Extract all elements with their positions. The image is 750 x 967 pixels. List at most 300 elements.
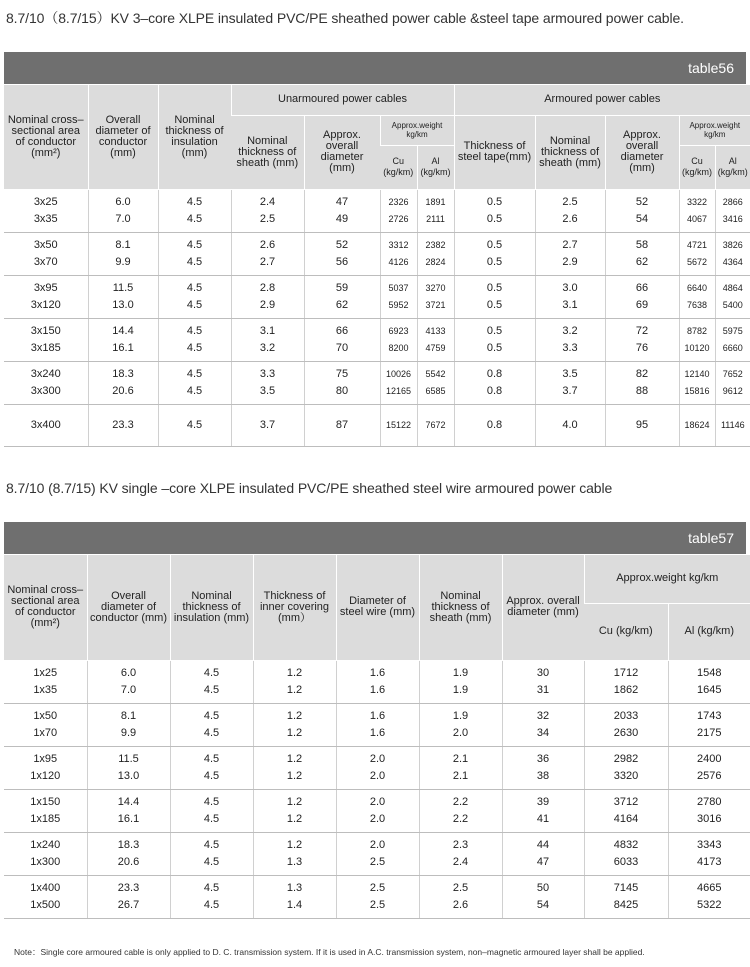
cell-value: 2.2	[452, 795, 469, 808]
table56-title: 8.7/10（8.7/15）KV 3–core XLPE insulated PVC/PE sheathed power cable &steel tape armoured power cable.	[6, 10, 684, 26]
cell-value: 1x240	[30, 838, 61, 851]
cell-value: 2.1	[452, 752, 469, 765]
table-row-group	[4, 404, 750, 446]
cell-value: 3x185	[30, 341, 61, 354]
table-cell	[88, 275, 158, 318]
table-cell	[170, 660, 253, 703]
cell-value: 5975	[722, 325, 743, 336]
cell-value: 9612	[722, 385, 743, 396]
table-cell	[502, 660, 584, 703]
cell-value: 5322	[697, 898, 722, 911]
table-cell	[231, 404, 304, 446]
cell-value: 1.6	[369, 683, 386, 696]
table-cell	[535, 232, 605, 275]
table-cell	[88, 361, 158, 404]
cell-value: 3.7	[259, 418, 276, 431]
cell-value: 2.4	[452, 855, 469, 868]
cell-value: 2326	[388, 196, 409, 207]
table-cell	[88, 318, 158, 361]
cell-value: 30	[536, 666, 550, 679]
cell-value: 4.5	[203, 769, 220, 782]
cell-value: 1x25	[33, 666, 58, 679]
cell-value: 4364	[722, 256, 743, 267]
cell-value: 1x70	[33, 726, 58, 739]
cell-value: 2.6	[452, 898, 469, 911]
cell-value: 2.0	[369, 769, 386, 782]
cell-value: 1x300	[30, 855, 61, 868]
cell-value: 6.0	[120, 666, 137, 679]
header-approx-diameter: Approx. overall diameter (mm)	[502, 555, 584, 660]
cell-value: 3.5	[562, 367, 578, 380]
header-cu-armoured: Cu (kg/km)	[679, 145, 715, 189]
table-cell	[584, 703, 668, 746]
cell-value: 2.6	[259, 238, 276, 251]
table-cell	[584, 832, 668, 875]
cell-value: 4.5	[203, 795, 220, 808]
cell-value: 6585	[425, 385, 446, 396]
cell-value: 6640	[687, 282, 708, 293]
cell-value: 5952	[388, 299, 409, 310]
cell-value: 10026	[385, 368, 412, 379]
cell-value: 2576	[697, 769, 722, 782]
cell-value: 2.6	[562, 212, 578, 225]
table-cell	[4, 275, 88, 318]
table-cell	[605, 404, 679, 446]
cell-value: 50	[536, 881, 550, 894]
cell-value: 58	[635, 238, 649, 251]
cell-value: 4.0	[562, 418, 578, 431]
header-weight: Approx.weight kg/km	[584, 555, 750, 603]
cell-value: 2.4	[259, 195, 276, 208]
table-cell	[502, 875, 584, 918]
cell-value: 41	[536, 812, 550, 825]
cell-value: 7145	[613, 881, 639, 894]
cell-value: 3712	[613, 795, 639, 808]
table-row-group	[4, 875, 750, 918]
cell-value: 1.2	[286, 812, 303, 825]
table-cell	[170, 703, 253, 746]
cell-value: 2033	[613, 709, 639, 722]
cell-value: 1.6	[369, 666, 386, 679]
cell-value: 3320	[613, 769, 639, 782]
cell-value: 3x70	[33, 255, 58, 268]
cell-value: 3.7	[562, 384, 578, 397]
cell-value: 9.9	[120, 726, 137, 739]
table-cell	[715, 232, 750, 275]
cell-value: 2.5	[369, 881, 386, 894]
cell-value: 1.6	[369, 726, 386, 739]
table-cell	[336, 875, 419, 918]
table-cell	[715, 361, 750, 404]
table57-body	[4, 660, 750, 918]
table-cell	[679, 361, 715, 404]
table-row-group	[4, 832, 750, 875]
cell-value: 10120	[684, 342, 710, 353]
table-cell	[4, 361, 88, 404]
table-cell	[304, 275, 380, 318]
cell-value: 1x400	[30, 881, 61, 894]
table-cell	[170, 746, 253, 789]
table-cell	[4, 318, 88, 361]
table-cell	[253, 832, 336, 875]
table-cell	[419, 660, 502, 703]
table-cell	[4, 875, 87, 918]
cell-value: 54	[635, 212, 649, 225]
cell-value: 2.5	[369, 898, 386, 911]
header-al: Al (kg/km)	[417, 145, 454, 189]
table-cell	[4, 789, 87, 832]
cell-value: 3x120	[30, 298, 61, 311]
cell-value: 47	[335, 195, 349, 208]
cell-value: 2.3	[452, 838, 469, 851]
table-cell	[668, 703, 750, 746]
cell-value: 1891	[425, 196, 446, 207]
header-weight-armoured: Approx.weight kg/km	[679, 115, 750, 145]
table-cell	[535, 361, 605, 404]
cell-value: 4.5	[186, 238, 203, 251]
cell-value: 11146	[720, 419, 745, 430]
table-cell	[605, 275, 679, 318]
cell-value: 66	[335, 324, 349, 337]
table-cell	[158, 318, 231, 361]
table-cell	[419, 703, 502, 746]
cell-value: 7672	[425, 419, 446, 430]
cell-value: 4.5	[186, 324, 203, 337]
table-cell	[715, 275, 750, 318]
table57-title: 8.7/10 (8.7/15) KV single –core XLPE insulated PVC/PE sheathed steel wire armoured power cable	[6, 480, 613, 496]
cell-value: 0.8	[486, 367, 503, 380]
cell-value: 3270	[425, 282, 446, 293]
table57-label: table57	[688, 530, 734, 546]
cell-value: 12140	[684, 368, 710, 379]
table-cell	[380, 318, 417, 361]
table-cell	[454, 361, 535, 404]
cell-value: 95	[635, 418, 649, 431]
cell-value: 2.0	[369, 812, 386, 825]
cell-value: 1645	[697, 683, 722, 696]
cell-value: 4665	[697, 881, 722, 894]
cell-value: 0.5	[486, 341, 503, 354]
table56-label-bar	[4, 52, 746, 84]
cell-value: 69	[635, 298, 649, 311]
table-cell	[454, 275, 535, 318]
cell-value: 15816	[684, 385, 710, 396]
cell-value: 6660	[722, 342, 743, 353]
cell-value: 1.6	[369, 709, 386, 722]
cell-value: 4759	[425, 342, 446, 353]
header-insulation: Nominal thickness of insulation (mm)	[170, 555, 253, 660]
cell-value: 72	[635, 324, 649, 337]
cell-value: 0.5	[486, 238, 503, 251]
cell-value: 4.5	[203, 838, 220, 851]
table-cell	[336, 832, 419, 875]
table-cell	[419, 789, 502, 832]
cell-value: 14.4	[112, 324, 134, 337]
table-cell	[417, 232, 454, 275]
cell-value: 2175	[697, 726, 722, 739]
table-cell	[158, 361, 231, 404]
cell-value: 3016	[697, 812, 722, 825]
cell-value: 2982	[613, 752, 639, 765]
table-cell	[253, 660, 336, 703]
cell-value: 14.4	[117, 795, 140, 808]
cell-value: 4.5	[186, 212, 203, 225]
cell-value: 1.4	[286, 898, 303, 911]
header-unarmoured: Unarmoured power cables	[231, 85, 454, 115]
header-overall-diameter: Overall diameter of conductor (mm)	[88, 85, 158, 189]
cell-value: 1548	[697, 666, 722, 679]
cell-value: 3.0	[562, 281, 578, 294]
table-cell	[417, 318, 454, 361]
cell-value: 3343	[697, 838, 722, 851]
table-cell	[668, 789, 750, 832]
table57	[4, 555, 750, 919]
table-row-group	[4, 789, 750, 832]
cell-value: 1712	[613, 666, 639, 679]
cell-value: 7652	[722, 368, 743, 379]
cell-value: 1x35	[33, 683, 58, 696]
cell-value: 7.0	[115, 212, 131, 225]
cell-value: 7638	[687, 299, 708, 310]
table-cell	[417, 189, 454, 232]
table-cell	[715, 189, 750, 232]
cell-value: 4.5	[186, 418, 203, 431]
header-insulation: Nominal thickness of insulation (mm)	[158, 85, 231, 189]
cell-value: 1743	[697, 709, 722, 722]
cell-value: 6033	[613, 855, 639, 868]
cell-value: 1x95	[33, 752, 58, 765]
cell-value: 8.1	[115, 238, 131, 251]
cell-value: 3416	[722, 213, 743, 224]
cell-value: 82	[635, 367, 649, 380]
table-cell	[231, 361, 304, 404]
table56	[4, 85, 750, 447]
cell-value: 1x120	[30, 769, 61, 782]
cell-value: 70	[335, 341, 349, 354]
table-cell	[715, 318, 750, 361]
cell-value: 2111	[426, 213, 445, 224]
cell-value: 1x500	[30, 898, 61, 911]
table-cell	[87, 703, 170, 746]
cell-value: 13.0	[117, 769, 140, 782]
cell-value: 1.2	[286, 752, 303, 765]
cell-value: 8.1	[120, 709, 137, 722]
cell-value: 2.5	[562, 195, 578, 208]
cell-value: 47	[536, 855, 550, 868]
cell-value: 4.5	[186, 298, 203, 311]
cell-value: 4.5	[186, 255, 203, 268]
table-cell	[4, 232, 88, 275]
cell-value: 2780	[697, 795, 722, 808]
cell-value: 2.8	[259, 281, 276, 294]
cell-value: 23.3	[112, 418, 134, 431]
cell-value: 3x400	[30, 418, 61, 431]
table-cell	[158, 404, 231, 446]
cell-value: 1x150	[30, 795, 61, 808]
table-cell	[454, 318, 535, 361]
cell-value: 1.2	[286, 726, 303, 739]
cell-value: 34	[536, 726, 550, 739]
table-row-group	[4, 361, 750, 404]
cell-value: 3.2	[259, 341, 276, 354]
header-inner-covering: Thickness of inner covering (mm）	[253, 555, 336, 660]
cell-value: 4.5	[186, 195, 203, 208]
cell-value: 12165	[385, 385, 412, 396]
table-cell	[502, 789, 584, 832]
footnote: Note：Single core armoured cable is only applied to D. C. transmission system. If it is used in A.C. transmission system, non–magnetic armoured layer shall be applied.	[14, 947, 645, 957]
table-cell	[535, 189, 605, 232]
table-cell	[419, 875, 502, 918]
cell-value: 4.5	[203, 855, 220, 868]
cell-value: 4.5	[186, 384, 203, 397]
cell-value: 3.1	[259, 324, 276, 337]
cell-value: 88	[635, 384, 649, 397]
cell-value: 0.8	[486, 418, 503, 431]
header-cu: Cu (kg/km)	[584, 603, 668, 660]
cell-value: 3.3	[259, 367, 276, 380]
cell-value: 2.0	[369, 795, 386, 808]
cell-value: 4133	[425, 325, 446, 336]
table-cell	[253, 875, 336, 918]
cell-value: 1.3	[286, 881, 303, 894]
table-cell	[304, 404, 380, 446]
cell-value: 4832	[613, 838, 639, 851]
cell-value: 38	[536, 769, 550, 782]
header-cu: Cu (kg/km)	[380, 145, 417, 189]
table-row-group	[4, 275, 750, 318]
cell-value: 80	[335, 384, 349, 397]
table-cell	[336, 746, 419, 789]
cell-value: 0.5	[486, 255, 503, 268]
table-cell	[679, 318, 715, 361]
table-cell	[584, 660, 668, 703]
table-cell	[253, 746, 336, 789]
cell-value: 18624	[684, 419, 710, 430]
table-cell	[170, 832, 253, 875]
table-cell	[584, 875, 668, 918]
cell-value: 1862	[613, 683, 639, 696]
cell-value: 1.2	[286, 666, 303, 679]
cell-value: 4.5	[203, 726, 220, 739]
cell-value: 4126	[388, 256, 409, 267]
table-cell	[535, 275, 605, 318]
table-cell	[419, 832, 502, 875]
cell-value: 2.0	[452, 726, 469, 739]
table-cell	[4, 832, 87, 875]
cell-value: 1.2	[286, 795, 303, 808]
cell-value: 2.9	[562, 255, 578, 268]
table-cell	[535, 404, 605, 446]
cell-value: 62	[635, 255, 649, 268]
cell-value: 2.9	[259, 298, 276, 311]
table56-label: table56	[688, 60, 734, 76]
table-cell	[158, 275, 231, 318]
cell-value: 18.3	[117, 838, 140, 851]
cell-value: 20.6	[117, 855, 140, 868]
cell-value: 0.5	[486, 195, 503, 208]
cell-value: 54	[536, 898, 550, 911]
table-cell	[88, 232, 158, 275]
header-weight: Approx.weight kg/km	[380, 115, 454, 145]
cell-value: 44	[536, 838, 550, 851]
table-cell	[304, 318, 380, 361]
cell-value: 2824	[425, 256, 446, 267]
cell-value: 2.5	[259, 212, 276, 225]
header-al-armoured: Al (kg/km)	[715, 145, 750, 189]
cell-value: 4.5	[203, 881, 220, 894]
table-cell	[304, 361, 380, 404]
table-cell	[231, 318, 304, 361]
cell-value: 49	[335, 212, 349, 225]
table-cell	[454, 189, 535, 232]
cell-value: 16.1	[112, 341, 134, 354]
cell-value: 11.5	[118, 752, 139, 765]
table-cell	[502, 746, 584, 789]
cell-value: 2726	[388, 213, 409, 224]
table-cell	[535, 318, 605, 361]
table-cell	[231, 189, 304, 232]
table-cell	[417, 361, 454, 404]
table-cell	[158, 232, 231, 275]
cell-value: 3x35	[33, 212, 58, 225]
table-row-group	[4, 189, 750, 232]
cell-value: 52	[335, 238, 349, 251]
table-cell	[304, 232, 380, 275]
cell-value: 52	[635, 195, 649, 208]
cell-value: 5672	[687, 256, 708, 267]
cell-value: 87	[335, 418, 349, 431]
table-cell	[87, 875, 170, 918]
cell-value: 3x95	[33, 281, 58, 294]
table-cell	[87, 832, 170, 875]
cell-value: 36	[536, 752, 550, 765]
cell-value: 15122	[385, 419, 412, 430]
table-row-group	[4, 660, 750, 703]
header-sheath-armoured: Nominal thickness of sheath (mm)	[535, 115, 605, 189]
cell-value: 31	[536, 683, 550, 696]
cell-value: 0.5	[486, 298, 503, 311]
table-cell	[380, 189, 417, 232]
header-nominal-cs: Nominal cross–sectional area of conductor (mm²)	[4, 555, 87, 660]
cell-value: 2630	[613, 726, 639, 739]
cell-value: 1.9	[452, 709, 469, 722]
cell-value: 1.3	[286, 855, 303, 868]
table-cell	[336, 660, 419, 703]
table-cell	[502, 832, 584, 875]
cell-value: 39	[536, 795, 550, 808]
table-cell	[679, 275, 715, 318]
table-cell	[668, 746, 750, 789]
cell-value: 3721	[425, 299, 446, 310]
cell-value: 3.3	[562, 341, 578, 354]
cell-value: 4.5	[186, 367, 203, 380]
cell-value: 0.8	[486, 384, 503, 397]
table-cell	[380, 404, 417, 446]
cell-value: 11.5	[112, 281, 134, 294]
table-cell	[231, 275, 304, 318]
table-cell	[4, 660, 87, 703]
cell-value: 3322	[687, 196, 708, 207]
cell-value: 4.5	[203, 898, 220, 911]
cell-value: 6923	[388, 325, 409, 336]
header-overall-diameter: Overall diameter of conductor (mm)	[87, 555, 170, 660]
cell-value: 8425	[613, 898, 639, 911]
cell-value: 3x150	[30, 324, 61, 337]
header-approx-diameter-armoured: Approx. overall diameter (mm)	[605, 115, 679, 189]
table-cell	[605, 189, 679, 232]
table-cell	[454, 232, 535, 275]
cell-value: 3x25	[33, 195, 58, 208]
